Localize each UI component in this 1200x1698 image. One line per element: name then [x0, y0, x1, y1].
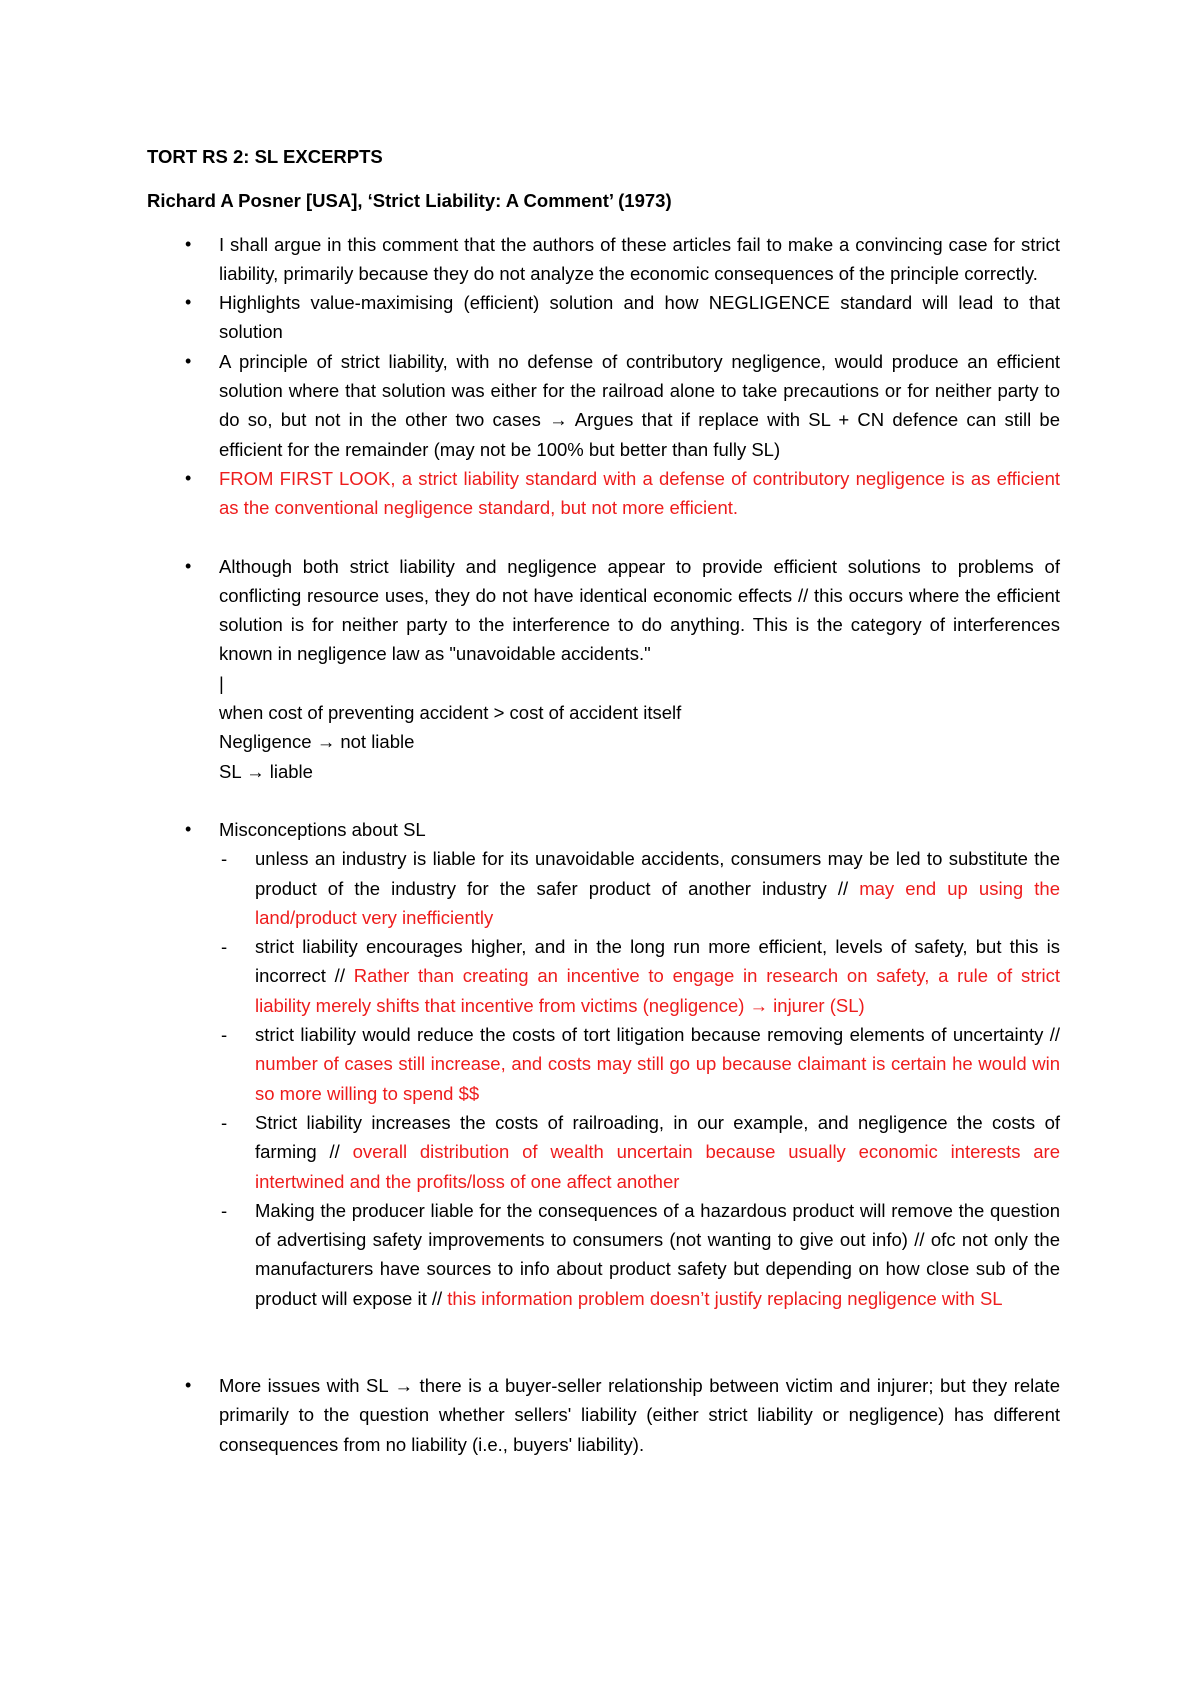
bullet-text: More issues with SL → there is a buyer-seller relationship between victim and injurer; but they relate primarily to the question whether sellers' liability (either strict liability or negligence) has different consequences from no liability (i.e., buyers' liability). [219, 1374, 1060, 1455]
dash-list [219, 844, 1060, 1313]
document-title: TORT RS 2: SL EXCERPTS [147, 146, 383, 167]
dash-text-highlighted: Rather than creating an incentive to engage in research on safety, a rule of strict liability merely shifts that incentive from victims (negligence) → injurer (SL) [255, 965, 1060, 1016]
dash-text: Making the producer liable for the consequences of a hazardous product will remove the question of advertising safety improvements to consumers (not wanting to give out info) // ofc not only the manufacturers have sources to info about product safety but depending on how close sub of the product will expose it // [255, 1199, 1060, 1309]
bullet-list-top [147, 230, 1060, 523]
bullet-item [147, 464, 1060, 523]
dash-text-highlighted: may end up using the land/product very inefficiently [255, 877, 1060, 928]
document-page [147, 142, 1060, 1459]
bullet-text-highlighted: FROM FIRST LOOK, a strict liability standard with a defense of contributory negligence is as efficient as the conventional negligence standard, but not more efficient. [219, 467, 1060, 519]
separator-pipe: | [219, 672, 224, 694]
dash-text-highlighted: overall distribution of wealth uncertain because usually economic interests are intertwined and the profits/loss of one affect another [255, 1141, 1061, 1192]
dash-item [219, 1020, 1060, 1108]
dash-text: strict liability would reduce the costs of tort litigation because removing elements of uncertainty // [255, 1024, 1060, 1046]
bullet-item [147, 347, 1060, 464]
note-line: when cost of preventing accident > cost of accident itself [219, 702, 682, 724]
bullet-text: Although both strict liability and negligence appear to provide efficient solutions to problems of conflicting resource uses, they do not have identical economic effects // this occurs where the efficient solution is for neither party to the interference to do anything. This is the category of interferences known in negligence law as "unavoidable accidents." [219, 555, 1060, 665]
bullet-text: Misconceptions about SL [219, 818, 426, 840]
bullet-list-more-issues [147, 1371, 1060, 1459]
dash-text: unless an industry is liable for its unavoidable accidents, consumers may be led to substitute the product of the industry for the safer product of another industry // [255, 848, 1060, 899]
bullet-item [147, 1371, 1060, 1459]
bullet-item [147, 815, 1060, 1313]
bullet-item [147, 288, 1060, 347]
bullet-text: A principle of strict liability, with no defense of contributory negligence, would produce an efficient solution where that solution was either for the railroad alone to take precautions or for neither party to do so, but not in the other two cases → Argues that if replace with SL + CN defence can still be efficient for the remainder (may not be 100% but better than fully SL) [219, 350, 1060, 460]
bullet-list-misconceptions [147, 815, 1060, 1313]
dash-item [219, 932, 1060, 1020]
dash-text: strict liability encourages higher, and in the long run more efficient, levels of safety, but this is incorrect // [255, 936, 1060, 987]
note-line: Negligence → not liable [219, 731, 415, 753]
bullet-text: Highlights value-maximising (efficient) solution and how NEGLIGENCE standard will lead to that solution [219, 292, 1060, 343]
spacer [147, 523, 1060, 552]
document-subtitle: Richard A Posner [USA], ‘Strict Liability: A Comment’ (1973) [147, 190, 672, 212]
bullet-item [147, 552, 1060, 786]
dash-item [219, 1196, 1060, 1313]
spacer [147, 1313, 1060, 1371]
bullet-text: I shall argue in this comment that the authors of these articles fail to make a convincing case for strict liability, primarily because they do not analyze the economic consequences of the principle correctly. [219, 233, 1060, 284]
bullet-item [147, 230, 1060, 289]
bullet-list-unavoidable [147, 552, 1060, 786]
dash-text: Strict liability increases the costs of railroading, in our example, and negligence the costs of farming // [255, 1111, 1060, 1163]
note-line: SL → liable [219, 760, 313, 782]
dash-item [219, 844, 1060, 932]
dash-item [219, 1108, 1060, 1196]
dash-text-highlighted: this information problem doesn’t justify replacing negligence with SL [447, 1287, 1003, 1309]
dash-text-highlighted: number of cases still increase, and costs may still go up because claimant is certain he would win so more willing to spend $$ [255, 1053, 1060, 1104]
spacer [147, 786, 1060, 815]
